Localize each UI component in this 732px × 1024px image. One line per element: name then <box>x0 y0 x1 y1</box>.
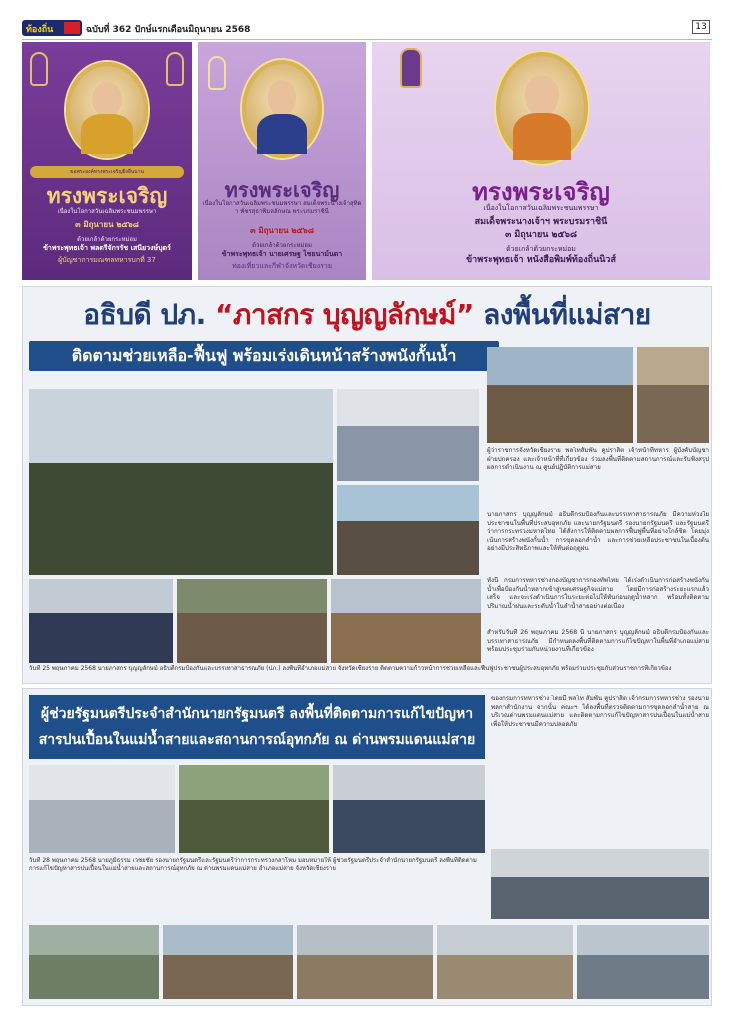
news-photo <box>637 347 709 443</box>
story-headline <box>23 293 711 337</box>
royal-portrait <box>242 60 322 158</box>
secondary-news-story <box>22 688 712 1006</box>
news-photo-main <box>29 389 333 575</box>
headline-part-b: ลงพื้นที่แม่สาย <box>483 298 651 331</box>
banner-date: ๓ มิถุนายน ๒๕๖๘ <box>250 226 314 235</box>
news-photo <box>163 925 293 999</box>
photo-caption: วันที่ 28 พฤษภาคม 2568 นายภูมิธรรม เวชยชัย รองนายกรัฐมนตรีและรัฐมนตรีว่าการกระทรวงกลาโหม มอบหมายให้ ผู้ช่วยรัฐมนตรีประจำสำนักนายกรัฐมนตรี ลงพื้นที่ติดตามการแก้ไขปัญหาสารปนเปื้อนในแม่น้ำสายและสถานการณ์อุทกภัย ณ ด่านพรมแดนแม่สาย อำเภอแม่สาย จังหวัดเชียงราย <box>29 857 477 872</box>
banner-signature: ข้าพระพุทธเจ้า พลตรีจักรรัช เสนียวงษ์บุตร์ <box>43 244 171 252</box>
news-photo <box>297 925 433 999</box>
newspaper-logo <box>22 20 82 36</box>
story-paragraph: นายภาสกร บุญญลักษม์ อธิบดีกรมป้องกันและบรรเทาสาธารณภัย มีความห่วงใยประชาชนในพื้นที่ประสบอุทกภัย และนายกรัฐมนตรี รองนายกรัฐมนตรี และรัฐมนตรีว่าการกระทรวงมหาดไทย ได้สั่งการให้ติดตามผลการฟื้นฟูพื้นที่อย่างใกล้ชิด โดยมุ่งเน้นการสร้างพนังกั้นน้ำ การขุดลอกลำน้ำ และการช่วยเหลือประชาชนในเบื้องต้น อย่างมีประสิทธิภาพและให้ทันต่อฤดูฝน <box>487 511 709 553</box>
banner-signature: ข้าพระพุทธเจ้า หนังสือพิมพ์ท้องถิ่นนิวส์ <box>466 255 616 265</box>
news-photo <box>331 579 481 663</box>
banner-date: ๓ มิถุนายน ๒๕๖๘ <box>75 220 139 229</box>
news-photo <box>29 579 173 663</box>
story-paragraph: สำหรับวันที่ 26 พฤษภาคม 2568 นี้ นายภาสกร บุญญลักษม์ อธิบดีกรมป้องกันและบรรเทาสาธารณภัย มีกำหนดลงพื้นที่ติดตามการแก้ไขปัญหาในพื้นที่อำเภอแม่สาย พร้อมประชุมร่วมกับหน่วยงานที่เกี่ยวข้อง <box>487 629 709 654</box>
royal-emblem-icon <box>30 52 48 86</box>
royal-emblem-icon <box>208 56 226 90</box>
story2-headline <box>29 695 485 759</box>
royal-banner-3 <box>372 42 710 280</box>
issue-line: ฉบับที่ 362 ปักษ์แรกเดือนมิถุนายน 2568 <box>86 25 251 35</box>
news-photo <box>487 347 633 443</box>
banner-by-line: ด้วยเกล้าด้วยกระหม่อม <box>252 242 312 249</box>
banner-by-line: ด้วยเกล้าด้วยกระหม่อม <box>506 245 576 253</box>
headline-quote: “ภาสกร บุญญลักษม์” <box>215 298 474 331</box>
royal-emblem-icon <box>400 48 422 88</box>
news-photo <box>179 765 329 853</box>
banner-signature: ข้าพระพุทธเจ้า นายเศรษฐ ไชยนาม์นดา <box>221 250 343 258</box>
banner-signature-title: ผู้บัญชาการมณฑลทหารบกที่ 37 <box>58 256 156 264</box>
logo-text: ท้องถิ่น <box>26 25 54 35</box>
page-number: 13 <box>692 20 710 34</box>
banner-subtitle: เนื่องในโอกาสวันเฉลิมพระชนมพรรษา สมเด็จพระนางเจ้าสุทิดา พัชรสุธาพิมลลักษณ พระบรมราชินี <box>202 200 362 215</box>
banner-subtitle: เนื่องในโอกาสวันเฉลิมพระชนมพรรษา <box>57 208 157 215</box>
news-photo <box>577 925 709 999</box>
news-photo <box>337 485 479 575</box>
story2-headline-line-1: ผู้ช่วยรัฐมนตรีประจำสำนักนายกรัฐมนตรี ลงพื้นที่ติดตามการแก้ไขปัญหา <box>40 706 474 722</box>
royal-portrait <box>66 62 148 158</box>
photo-caption: วันที่ 25 พฤษภาคม 2568 นายภาสกร บุญญลักษม์ อธิบดีกรมป้องกันและบรรเทาสาธารณภัย (ปภ.) ลงพื้นที่อำเภอแม่สาย จังหวัดเชียงราย ติดตามความก้าวหน้าการช่วยเหลือและฟื้นฟูประชาชนผู้ประสบอุทกภัย พร้อมร่วมประชุมกับส่วนราชการที่เกี่ยวข้อง <box>29 665 672 672</box>
banner-subtitle: เนื่องในโอกาสวันเฉลิมพระชนมพรรษา <box>483 204 599 212</box>
royal-emblem-icon <box>166 52 184 86</box>
main-news-story <box>22 286 712 684</box>
news-photo <box>337 389 479 481</box>
banner-date: ๓ มิถุนายน ๒๕๖๘ <box>505 230 577 240</box>
royal-banner-1 <box>22 42 192 280</box>
banner-by-line: ด้วยเกล้าด้วยกระหม่อม <box>77 236 137 243</box>
banner-signature-title: ท่องเที่ยวและกีฬาจังหวัดเชียงราย <box>232 262 332 270</box>
royal-banner-2 <box>198 42 366 280</box>
banner-ribbon: ขอพระองค์ทรงพระเจริญยิ่งยืนนาน <box>30 166 184 178</box>
headline-part-a: อธิบดี ปภ. <box>83 298 206 331</box>
banner-title: ทรงพระเจริญ <box>472 177 610 206</box>
story2-headline-line-2: สารปนเปื้อนในแม่น้ำสายและสถานการณ์อุทกภัย ณ ด่านพรมแดนแม่สาย <box>38 732 476 748</box>
news-photo <box>177 579 327 663</box>
story-subheadline: ติดตามช่วยเหลือ-ฟื้นฟู พร้อมเร่งเดินหน้าสร้างพนังกั้นน้ำ <box>29 341 499 371</box>
story-paragraph: ของกรมการทหารช่าง โดยมี พลโท สัมพัน คูปราสิต เจ้ากรมการทหารช่าง รองนายพลกาสำนักงาน จากนั้น คณะฯ ได้ลงพื้นที่ตรวจติดตามการขุดลอกลำน้ำสาย ณ บริเวณด่านพรมแดนแม่สาย และติดตามการแก้ไขปัญหาสารปนเปื้อนในแม่น้ำสาย เพื่อให้ประชาชนมีความปลอดภัย <box>491 695 709 728</box>
page-header <box>22 18 712 40</box>
news-photo <box>29 765 175 853</box>
story-paragraph: ทั้งนี้ กรมการทหารช่างกองบัญชาการกองทัพไทย ได้เร่งดำเนินการก่อสร้างพนังกั้นน้ำเพื่อป้องกันน้ำหลากเข้าสู่เขตเศรษฐกิจแม่สาย โดยมีการก่อสร้างระยะแรกแล้วเสร็จ และจะเร่งดำเนินการในระยะต่อไปให้ทันก่อนฤดูน้ำหลาก พร้อมทั้งติดตามปริมาณน้ำฝนและระดับน้ำในลำน้ำสายอย่างต่อเนื่อง <box>487 577 709 610</box>
banner-title: ทรงพระเจริญ <box>46 183 168 208</box>
news-photo <box>437 925 573 999</box>
banner-title: ทรงพระเจริญ <box>224 178 340 202</box>
news-photo <box>333 765 485 853</box>
banner-royal-name: สมเด็จพระนางเจ้าฯ พระบรมราชินี <box>474 217 608 227</box>
royal-portrait <box>496 52 588 164</box>
story-paragraph: ผู้ว่าราชการจังหวัดเชียงราย พลโทสัมพัน คูปราสิต เจ้าหน้าที่ทหาร ผู้บังคับบัญชา ฝ่ายปกครอง และเจ้าหน้าที่ที่เกี่ยวข้อง ร่วมลงพื้นที่ติดตามสถานการณ์และรับฟังสรุปผลการดำเนินงาน ณ ศูนย์ปฏิบัติการแม่สาย <box>487 447 709 472</box>
news-photo <box>29 925 159 999</box>
logo-mark <box>64 22 80 34</box>
news-photo <box>491 849 709 919</box>
